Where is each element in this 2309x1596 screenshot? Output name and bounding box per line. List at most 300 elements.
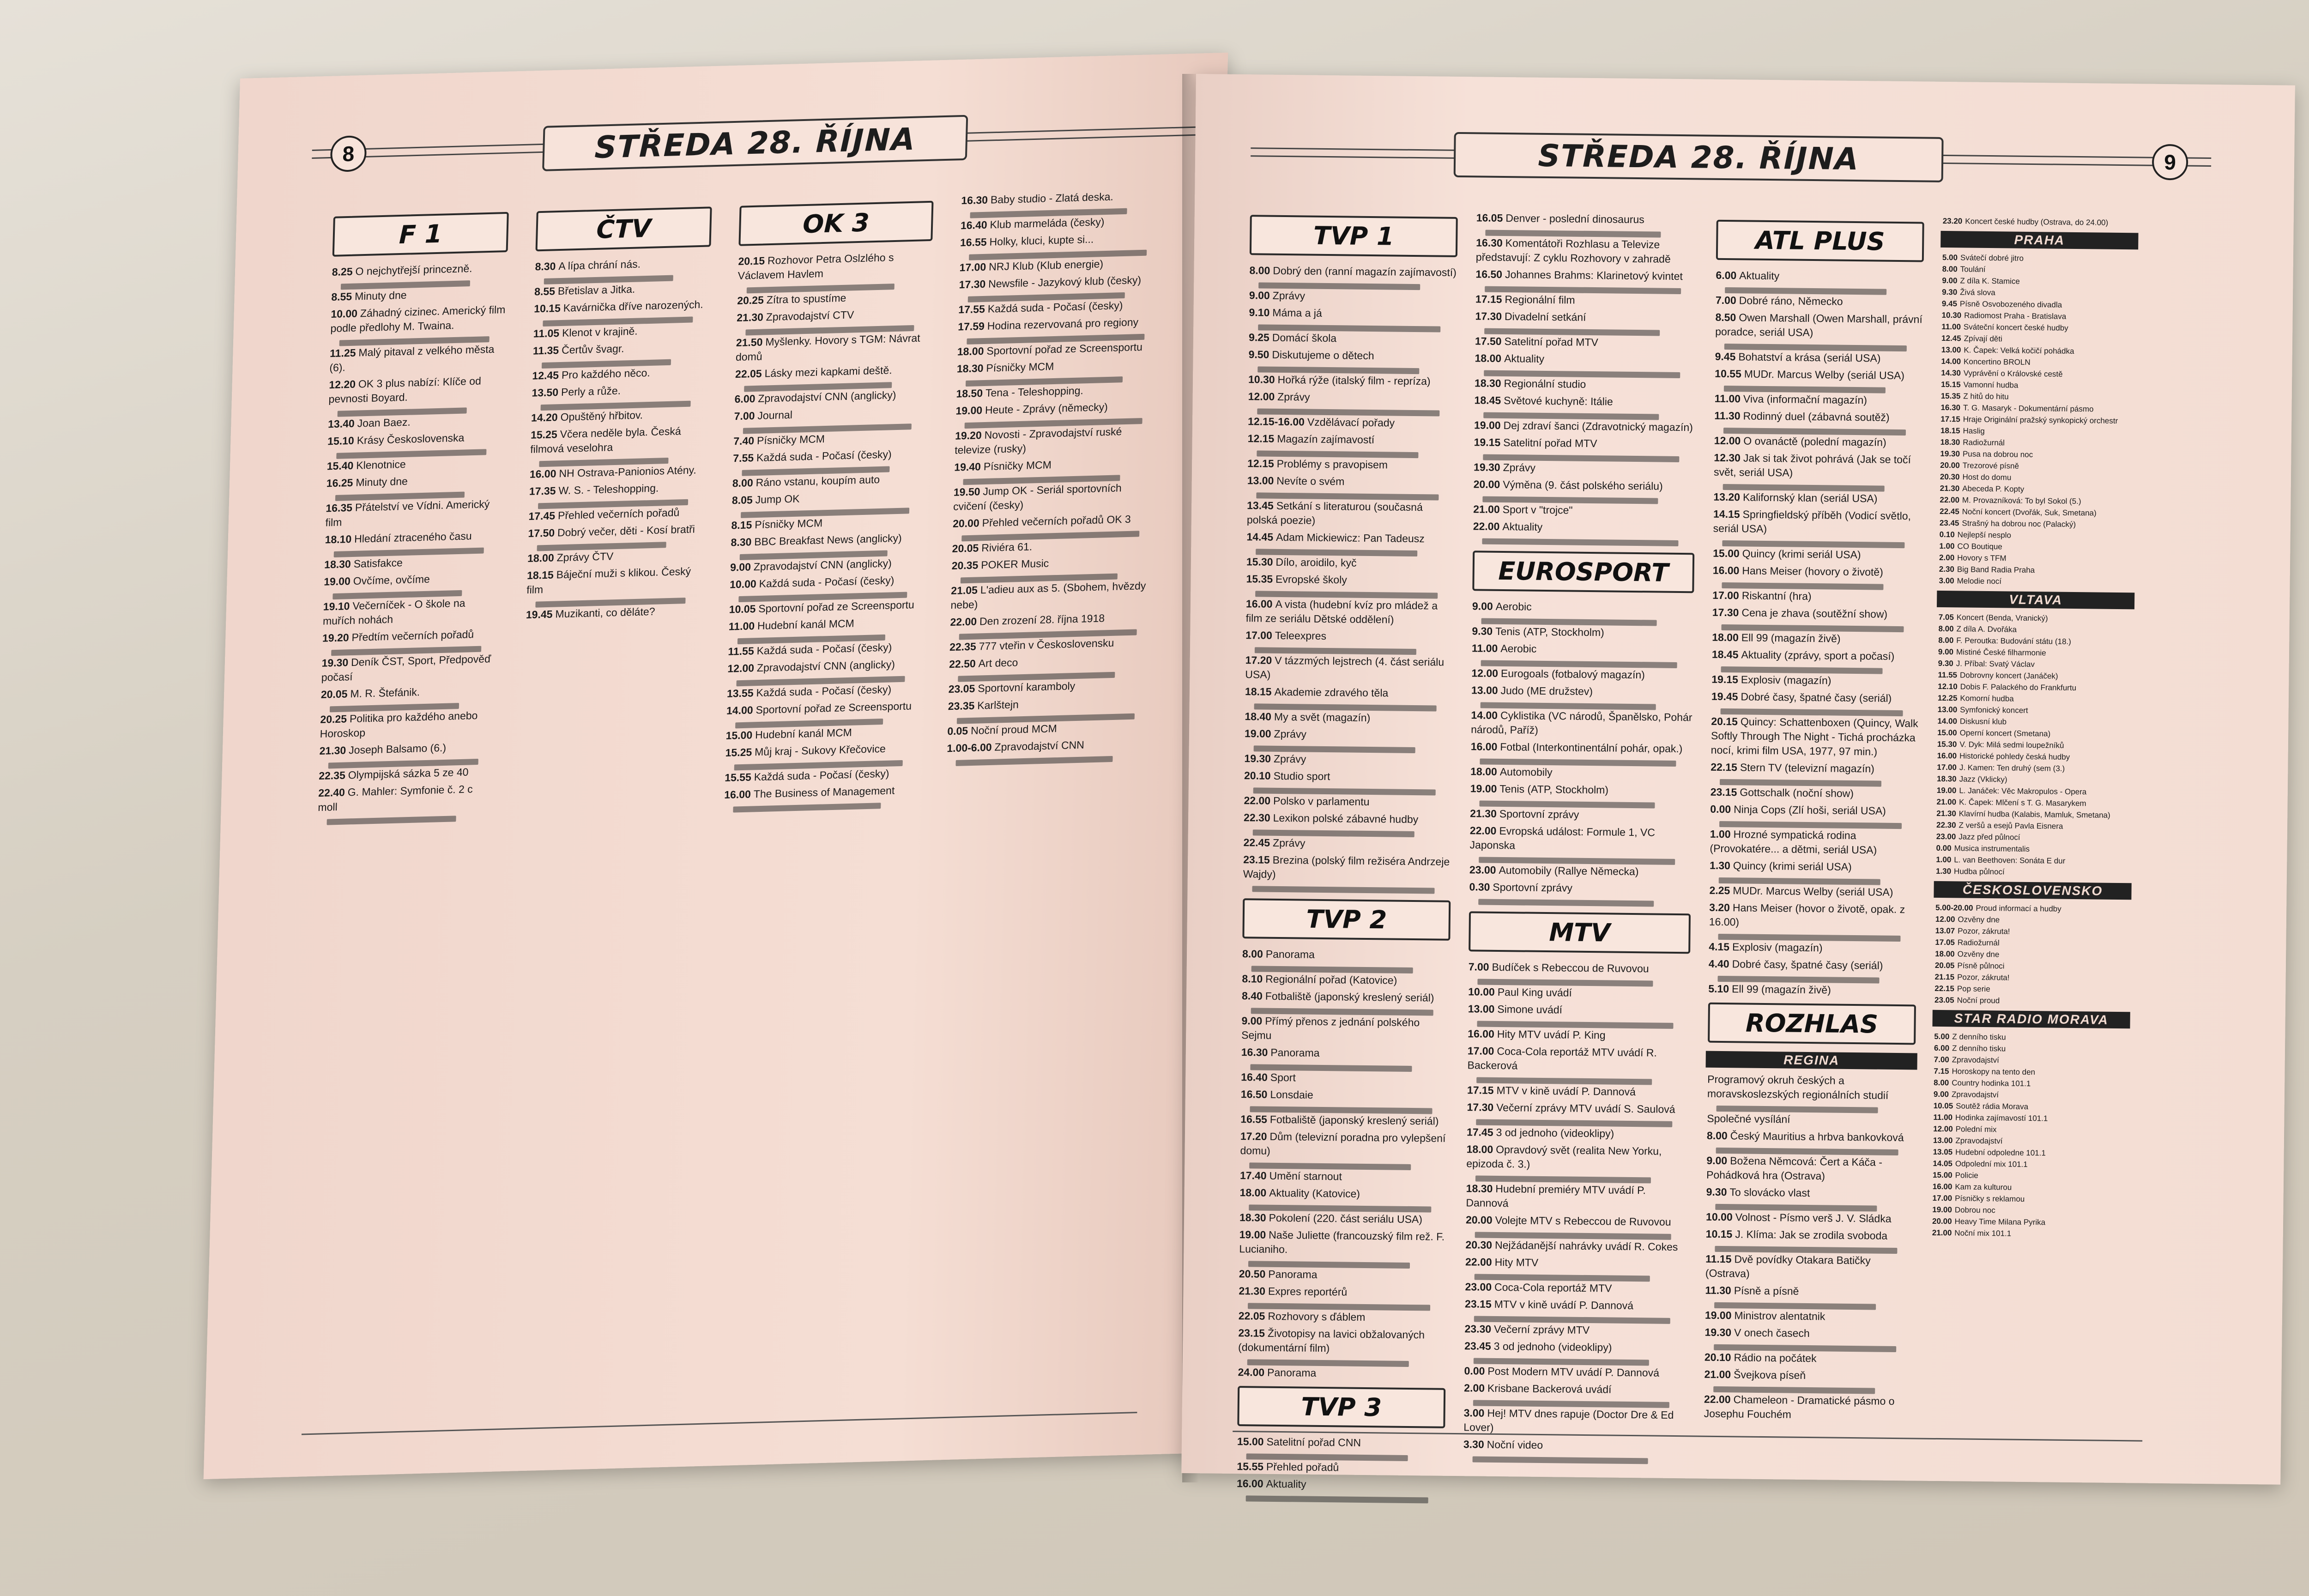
entry-time: 0.00	[1710, 803, 1731, 816]
entry-time: 10.00	[1706, 1210, 1733, 1223]
schedule-entry	[1933, 1181, 2127, 1194]
entry-time: 17.15	[1467, 1084, 1494, 1096]
entry-time: 23.45	[1464, 1340, 1491, 1352]
schedule-entry	[1935, 914, 2129, 926]
entry-title: Novosti - Zpravodajství ruské televize (rusky)	[955, 425, 1122, 456]
schedule-entry	[1465, 1238, 1687, 1254]
entry-time: 11.55	[1938, 670, 1958, 680]
entry-title: Polsko v parlamentu	[1273, 794, 1370, 808]
entry-title: Hudební kanál MCM	[757, 617, 855, 632]
entry-time: 13.50	[532, 386, 559, 399]
schedule-entry	[1937, 785, 2131, 798]
entry-title: Sportovní pořad ze Screensportu	[756, 700, 912, 716]
schedule-entry	[951, 553, 1155, 573]
schedule-entry	[1715, 310, 1923, 341]
entry-title: Joan Baez.	[357, 416, 411, 429]
schedule-entry	[1476, 211, 1698, 227]
entry-time: 16.00	[1245, 598, 1273, 610]
entry-time: 23.45	[1939, 518, 1959, 528]
entry-time: 9.10	[1249, 306, 1270, 319]
schedule-entry	[1709, 883, 1917, 900]
schedule-entry	[1714, 451, 1922, 482]
entry-time: 21.30	[1940, 484, 1960, 493]
entry-time: 19.15	[1711, 673, 1739, 686]
station-header: STAR RADIO MORAVA	[1932, 1010, 2130, 1028]
entry-time: 19.00	[1470, 782, 1497, 795]
schedule-entry	[1711, 785, 1918, 802]
schedule-entry	[1937, 739, 2131, 751]
schedule-entry	[1472, 641, 1693, 658]
entry-time: 15.35	[1940, 391, 1961, 401]
entry-title: Každá suda - Počasí (česky)	[754, 767, 889, 783]
schedule-entry	[1246, 597, 1454, 628]
schedule-entry	[953, 511, 1156, 531]
entry-title: Sváteční koncert české hudby	[1963, 322, 2068, 332]
entry-time: 8.00	[1706, 1129, 1728, 1142]
entry-title: Záhadný cizinec. Americký film podle předlohy M. Twaina.	[330, 303, 506, 335]
schedule-entry	[318, 781, 494, 815]
entry-time: 9.45	[1715, 350, 1736, 363]
entry-time: 18.00	[1475, 352, 1502, 364]
entry-time: 9.45	[1941, 299, 1958, 308]
entry-title: Abeceda P. Kopty	[1962, 484, 2025, 494]
entry-time: 19.00	[1239, 1228, 1266, 1241]
schedule-entry	[528, 522, 704, 541]
entry-title: Koncert (Benda, Vranický)	[1956, 613, 2048, 623]
entry-time: 0.00	[1464, 1365, 1485, 1377]
entry-time: 18.45	[1711, 648, 1739, 661]
schedule-entry	[1239, 1227, 1447, 1258]
entry-title: Gottschalk (noční show)	[1740, 786, 1854, 799]
entry-time: 8.55	[331, 290, 352, 303]
schedule-entry	[1246, 530, 1454, 546]
schedule-entry	[1465, 1297, 1686, 1313]
schedule-entry	[1936, 808, 2130, 821]
entry-time: 15.00	[725, 729, 753, 742]
entry-title: Myšlenky. Hovory s TGM: Návrat domů	[735, 332, 920, 363]
schedule-entry	[326, 472, 502, 490]
entry-title: Newsfile - Jazykový klub (česky)	[988, 273, 1142, 290]
entry-title: Přehled pořadů	[1266, 1460, 1339, 1474]
schedule-entry	[1934, 1031, 2128, 1044]
entry-title: V tázzmých lejstrech (4. část seriálu USA)	[1245, 654, 1445, 681]
schedule-entry	[1240, 1112, 1448, 1129]
entry-title: Baby studio - Zlatá deska.	[990, 190, 1114, 206]
entry-title: Aktuality	[1739, 269, 1780, 282]
entry-title: Hrozné sympatická rodina (Provokatére... a dětmi, seriál USA)	[1710, 828, 1877, 856]
entry-time: 23.15	[1710, 786, 1737, 798]
description-line	[955, 756, 1112, 766]
entry-title: NRJ Klub (Klub energie)	[988, 258, 1104, 273]
entry-title: Politika pro každého anebo Horoskop	[320, 709, 478, 740]
entry-title: Z veršů a esejů Pavla Eisnera	[1958, 821, 2063, 831]
schedule-entry	[1936, 820, 2130, 832]
entry-time: 13.07	[1935, 926, 1955, 936]
entry-time: 20.05	[952, 542, 979, 555]
entry-title: Polední mix	[1955, 1124, 1997, 1134]
entry-title: Vyprávění o Královské cestě	[1963, 369, 2063, 379]
entry-title: Z díla A. Dvořáka	[1956, 624, 2017, 634]
entry-title: Dobré časy, špatné časy (seriál)	[1732, 958, 1883, 972]
entry-time: 12.00	[1714, 434, 1741, 447]
entry-time: 23.15	[1238, 1327, 1265, 1339]
schedule-entry	[1474, 393, 1696, 410]
entry-time: 17.55	[958, 302, 985, 316]
entry-title: Adam Mickiewicz: Pan Tadeusz	[1275, 531, 1425, 545]
entry-time: 19.00	[955, 404, 983, 417]
schedule-entry	[1705, 1252, 1914, 1283]
schedule-entry	[1709, 957, 1916, 973]
entry-title: Odpolední mix 101.1	[1955, 1159, 2028, 1169]
entry-title: Rozhovory s ďáblem	[1268, 1310, 1366, 1323]
entry-time: 21.00	[1936, 797, 1957, 807]
schedule-entry	[1936, 866, 2130, 878]
entry-title: Písně Osvobozeného divadla	[1959, 299, 2062, 309]
entry-title: Zpravodajství CNN (anglicky)	[756, 658, 895, 674]
entry-title: NH Ostrava-Panionios Atény.	[559, 464, 697, 480]
entry-time: 3.20	[1709, 901, 1730, 914]
entry-title: F. Peroutka: Budování státu (18.)	[1956, 636, 2071, 646]
schedule-entry	[1245, 709, 1452, 726]
entry-title: Panorama	[1265, 948, 1315, 961]
schedule-entry	[1475, 351, 1696, 368]
entry-time: 13.00	[1933, 1136, 1953, 1145]
entry-title: Radiožurnál	[1957, 938, 2000, 948]
schedule-entry	[1239, 1284, 1446, 1300]
entry-title: Tenis (ATP, Stockholm)	[1499, 782, 1609, 796]
schedule-entry	[323, 595, 499, 629]
entry-time: 11.00	[1941, 322, 1961, 332]
entry-time: 19.40	[954, 460, 981, 473]
entry-time: 16.00	[1470, 740, 1498, 753]
entry-time: 17.00	[1932, 1193, 1952, 1203]
entry-title: Satelitní pořad CNN	[1266, 1435, 1361, 1449]
entry-title: Písně a písně	[1734, 1284, 1799, 1297]
entry-title: Karlštejn	[977, 698, 1019, 712]
channel-header: ATL PLUS	[1716, 220, 1924, 262]
entry-title: Minuty dne	[354, 289, 407, 302]
entry-title: Sportovní pořad ze Screensportu	[758, 598, 915, 615]
entry-time: 12.00	[1935, 914, 1955, 924]
entry-time: 19.20	[322, 631, 349, 644]
schedule-entry	[325, 496, 501, 530]
schedule-entry	[1466, 1213, 1687, 1229]
schedule-entry	[1941, 368, 2135, 380]
schedule-entry	[1935, 937, 2129, 949]
entry-title: Judo (ME družstev)	[1500, 684, 1593, 698]
entry-time: 3.00	[1939, 576, 1954, 586]
entry-title: Hodinka zajímavostí 101.1	[1955, 1113, 2048, 1123]
entry-time: 24.00	[1238, 1366, 1265, 1378]
entry-title: Fotbaliště (japonský kreslený seriál)	[1265, 990, 1434, 1004]
entry-time: 0.05	[947, 725, 968, 738]
entry-time: 15.40	[326, 459, 354, 472]
schedule-entry	[1705, 1283, 1913, 1300]
entry-time: 21.30	[1936, 809, 1956, 818]
schedule-entry	[1934, 1077, 2128, 1090]
entry-title: Zpravodajství	[1955, 1136, 2003, 1146]
schedule-entry	[1938, 704, 2132, 717]
schedule-entry	[1942, 264, 2136, 276]
entry-title: Budíček s Rebeccou de Ruvovou	[1492, 961, 1649, 975]
entry-time: 9.00	[1938, 647, 1954, 657]
entry-title: V. Dyk: Milá sedmi loupežníků	[1959, 740, 2064, 750]
entry-time: 6.00	[1934, 1043, 1950, 1053]
entry-title: Dům (televizní poradna pro vylepšení domu)	[1240, 1130, 1446, 1157]
schedule-entry	[1937, 774, 2131, 786]
entry-title: Regionální pořad (Katovice)	[1265, 973, 1397, 986]
entry-time: 19.00	[1474, 419, 1501, 431]
entry-title: Světové kuchyně: Itálie	[1504, 394, 1613, 408]
entry-time: 16.40	[1241, 1071, 1268, 1083]
schedule-entry	[1245, 628, 1453, 645]
entry-title: J. Příbal: Svatý Václav	[1956, 659, 2035, 669]
channel-header: ROZHLAS	[1708, 1003, 1916, 1045]
schedule-entry	[1243, 835, 1451, 852]
entry-title: Tenis (ATP, Stockholm)	[1495, 625, 1604, 639]
schedule-entry	[1467, 1125, 1688, 1142]
entry-time: 10.00	[331, 307, 358, 320]
schedule-entry	[1713, 507, 1922, 538]
entry-time: 14.05	[1933, 1159, 1953, 1168]
entry-time: 16.50	[1475, 268, 1503, 280]
channel-header: TVP 3	[1237, 1386, 1445, 1428]
schedule-entry	[1245, 653, 1453, 684]
entry-time: 17.45	[1466, 1126, 1493, 1138]
entry-title: Policie	[1955, 1171, 1978, 1180]
entry-time: 12.15-16.00	[1247, 415, 1305, 428]
entry-time: 11.35	[532, 344, 559, 357]
entry-time: 8.10	[1242, 973, 1263, 985]
entry-title: Hans Meiser (hovor o životě, opak. z 16.00)	[1709, 901, 1905, 928]
entry-time: 17.50	[1475, 335, 1502, 347]
entry-title: A vista (hudební kvíz pro mládež a film ze seriálu Dětské oddělení)	[1245, 598, 1438, 626]
entry-title: Minuty dne	[356, 475, 408, 489]
entry-title: Z hitů do hitu	[1963, 392, 2009, 401]
entry-title: Ell 99 (magazín živě)	[1731, 983, 1831, 996]
entry-title: Hraje Originální pražský synkopický orchestr	[1963, 415, 2118, 425]
schedule-entry	[1242, 947, 1450, 963]
entry-time: 9.00	[1933, 1089, 1949, 1099]
entry-title: J. Kamen: Ten druhý (sem (3.)	[1959, 763, 2065, 773]
entry-time: 17.00	[959, 260, 986, 274]
entry-title: Pozor, zákruta!	[1958, 926, 2010, 936]
entry-time: 7.40	[733, 435, 755, 447]
entry-time: 9.25	[1248, 331, 1269, 344]
entry-time: 1.00	[1936, 855, 1952, 864]
entry-title: Písničky MCM	[986, 360, 1054, 374]
entry-title: Každá suda - Počasí (česky)	[756, 641, 892, 657]
entry-time: 20.00	[952, 517, 980, 530]
schedule-entry	[1247, 473, 1455, 490]
entry-time: 12.00	[727, 662, 755, 675]
schedule-entry	[1932, 1216, 2126, 1228]
entry-title: Magazín zajímavostí	[1277, 432, 1375, 446]
schedule-entry	[1468, 1002, 1690, 1018]
schedule-entry	[725, 741, 919, 760]
schedule-entry	[1705, 1308, 1913, 1325]
entry-title: O nejchytřejší princezně.	[355, 262, 472, 278]
schedule-entry	[324, 570, 500, 589]
entry-time: 20.30	[1465, 1239, 1493, 1251]
entry-time: 23.30	[1464, 1323, 1492, 1335]
schedule-entry	[954, 455, 1158, 475]
entry-time: 23.00	[1936, 832, 1956, 841]
schedule-entry	[321, 652, 497, 685]
entry-title: Dobis F. Palackého do Frankfurtu	[1960, 682, 2077, 693]
entry-title: Perly a růže.	[561, 384, 621, 399]
entry-title: Kavárnička dříve narozených.	[563, 298, 704, 314]
entry-title: K. Čapek: Mlčení s T. G. Masarykem	[1959, 798, 2086, 808]
column-radio	[1925, 216, 2141, 1427]
entry-time: 15.30	[1937, 739, 1957, 749]
entry-title: Ovčíme, ovčíme	[353, 573, 430, 587]
schedule-entry	[1707, 1072, 1916, 1103]
schedule-entry	[1463, 1406, 1686, 1437]
entry-time: 1.30	[1935, 866, 1952, 876]
schedule-entry	[1240, 1168, 1448, 1185]
entry-title: Toulání	[1960, 265, 1986, 274]
entry-time: 8.00	[1249, 264, 1270, 277]
entry-title: MUDr. Marcus Welby (seriál USA)	[1733, 884, 1893, 898]
entry-time: 18.10	[325, 533, 352, 546]
schedule-entry	[1713, 490, 1921, 507]
entry-title: POKER Music	[980, 557, 1049, 571]
schedule-entry	[731, 530, 925, 550]
schedule-entry	[1933, 1112, 2127, 1124]
schedule-entry	[1942, 252, 2136, 265]
entry-time: 11.00	[1471, 642, 1498, 654]
entry-time: 17.45	[528, 509, 556, 522]
entry-title: Teleexpres	[1275, 629, 1327, 642]
entry-title: Haslig	[1963, 426, 1985, 435]
entry-title: Čertův švagr.	[561, 342, 624, 356]
entry-time: 16.00	[1937, 751, 1957, 761]
entry-title: Každá suda - Počasí (česky)	[759, 574, 895, 590]
schedule-entry	[1241, 1014, 1450, 1045]
schedule-entry	[1933, 1170, 2127, 1182]
schedule-entry	[328, 373, 504, 406]
entry-time: 19.20	[955, 429, 982, 442]
entry-time: 22.35	[318, 769, 346, 782]
schedule-entry	[1471, 666, 1693, 683]
entry-title: Domácí škola	[1272, 331, 1337, 345]
schedule-entry	[1942, 298, 2136, 311]
schedule-entry	[1469, 880, 1691, 896]
entry-title: Hledání ztraceného času	[354, 530, 472, 545]
entry-title: Muzikanti, co děláte?	[555, 605, 655, 620]
entry-title: Bohatství a krása (seriál USA)	[1738, 351, 1881, 364]
column-ok3	[703, 194, 938, 1410]
entry-title: Lonsdaie	[1270, 1088, 1313, 1101]
entry-time: 9.30	[1942, 287, 1958, 297]
schedule-entry	[1932, 1227, 2126, 1240]
entry-title: Klub marmeláda (česky)	[990, 216, 1105, 231]
entry-time: 9.00	[1241, 1015, 1263, 1027]
schedule-entry	[961, 188, 1165, 208]
entry-title: Aerobic	[1495, 600, 1532, 613]
schedule-entry	[1244, 751, 1452, 768]
schedule-entry	[526, 564, 702, 597]
entry-title: Sportovní zprávy	[1499, 807, 1579, 821]
entry-title: Koncertino BROLN	[1964, 357, 2031, 367]
entry-time: 16.30	[961, 193, 988, 207]
schedule-entry	[1245, 684, 1453, 701]
entry-title: Sportovní karamboly	[978, 680, 1076, 695]
entry-time: 18.00	[1466, 1143, 1493, 1155]
entry-title: Coca-Cola reportáž MTV uvádí R. Backerová	[1467, 1045, 1657, 1072]
entry-title: The Business of Management	[753, 784, 895, 800]
entry-time: 0.10	[1939, 530, 1955, 539]
entry-time: 20.10	[1704, 1351, 1731, 1364]
entry-title: Z denního tisku	[1952, 1044, 2006, 1053]
entry-title: Zpravodajství CNN	[994, 738, 1085, 753]
schedule-entry	[1467, 1044, 1689, 1075]
entry-title: Sportovní zprávy	[1493, 881, 1573, 894]
left-page	[204, 53, 1228, 1479]
entry-time: 20.35	[951, 559, 979, 572]
schedule-entry	[532, 381, 707, 400]
entry-time: 8.30	[731, 536, 752, 549]
entry-title: Večerníček - O škole na muřích nohách	[322, 597, 465, 627]
station-header: PRAHA	[1940, 231, 2138, 249]
schedule-entry	[1473, 519, 1695, 536]
entry-title: Volnost - Písmo verš J. V. Sládka	[1735, 1211, 1892, 1225]
entry-time: 16.30	[1241, 1046, 1268, 1058]
entry-time: 20.05	[1934, 961, 1955, 970]
entry-title: Jak si tak život pohrává (Jak se točí svět, seriál USA)	[1713, 452, 1911, 479]
schedule-entry	[1242, 989, 1450, 1005]
entry-title: Aktuality	[1266, 1477, 1306, 1490]
station-header: ČESKOSLOVENSKO	[1934, 881, 2131, 900]
entry-time: 8.05	[731, 494, 753, 507]
description-line	[1482, 538, 1678, 546]
entry-time: 17.00	[1712, 589, 1739, 602]
entry-title: Nejžádanější nahrávky uvádí R. Cokes	[1494, 1239, 1678, 1253]
schedule-entry	[1247, 456, 1455, 473]
entry-title: Hodina rezervovaná pro regiony	[987, 316, 1139, 332]
entry-time: 21.30	[736, 311, 764, 324]
entry-title: Panorama	[1267, 1366, 1317, 1379]
schedule-entry	[1475, 334, 1697, 351]
entry-title: Komorní hudba	[1960, 694, 2014, 703]
entry-time: 23.15	[1465, 1298, 1492, 1310]
schedule-entry	[1942, 275, 2136, 288]
schedule-entry	[1706, 1185, 1914, 1202]
entry-title: Klavírní hudba (Kalabis, Mamluk, Smetana)	[1958, 809, 2110, 820]
entry-title: Zpravodajství CNN (anglicky)	[753, 557, 892, 573]
schedule-entry	[1248, 431, 1456, 448]
entry-title: My a svět (magazín)	[1274, 710, 1371, 724]
schedule-entry	[737, 306, 931, 325]
entry-time: 10.05	[1933, 1101, 1953, 1111]
page-header-title: STŘEDA 28. ŘÍJNA	[1538, 138, 1860, 177]
schedule-entry	[1938, 693, 2132, 705]
entry-title: Fotbal (Interkontinentální pohár, opak.)	[1500, 740, 1683, 755]
entry-time: 12.20	[329, 378, 356, 391]
schedule-entry	[1467, 1100, 1688, 1117]
entry-time: 20.15	[738, 254, 765, 267]
entry-time: 17.35	[529, 484, 556, 497]
schedule-entry	[1936, 854, 2130, 867]
schedule-entry	[1939, 552, 2133, 565]
entry-title: Společné vysílání	[1707, 1112, 1790, 1125]
entry-time: 12.45	[532, 369, 559, 382]
entry-title: J. Klíma: Jak se zrodila svoboda	[1735, 1228, 1888, 1242]
schedule-entry	[1464, 1322, 1686, 1338]
entry-title: L'adieu aux as 5. (Sbohem, hvězdy nebe)	[950, 579, 1146, 611]
schedule-entry	[960, 230, 1164, 250]
